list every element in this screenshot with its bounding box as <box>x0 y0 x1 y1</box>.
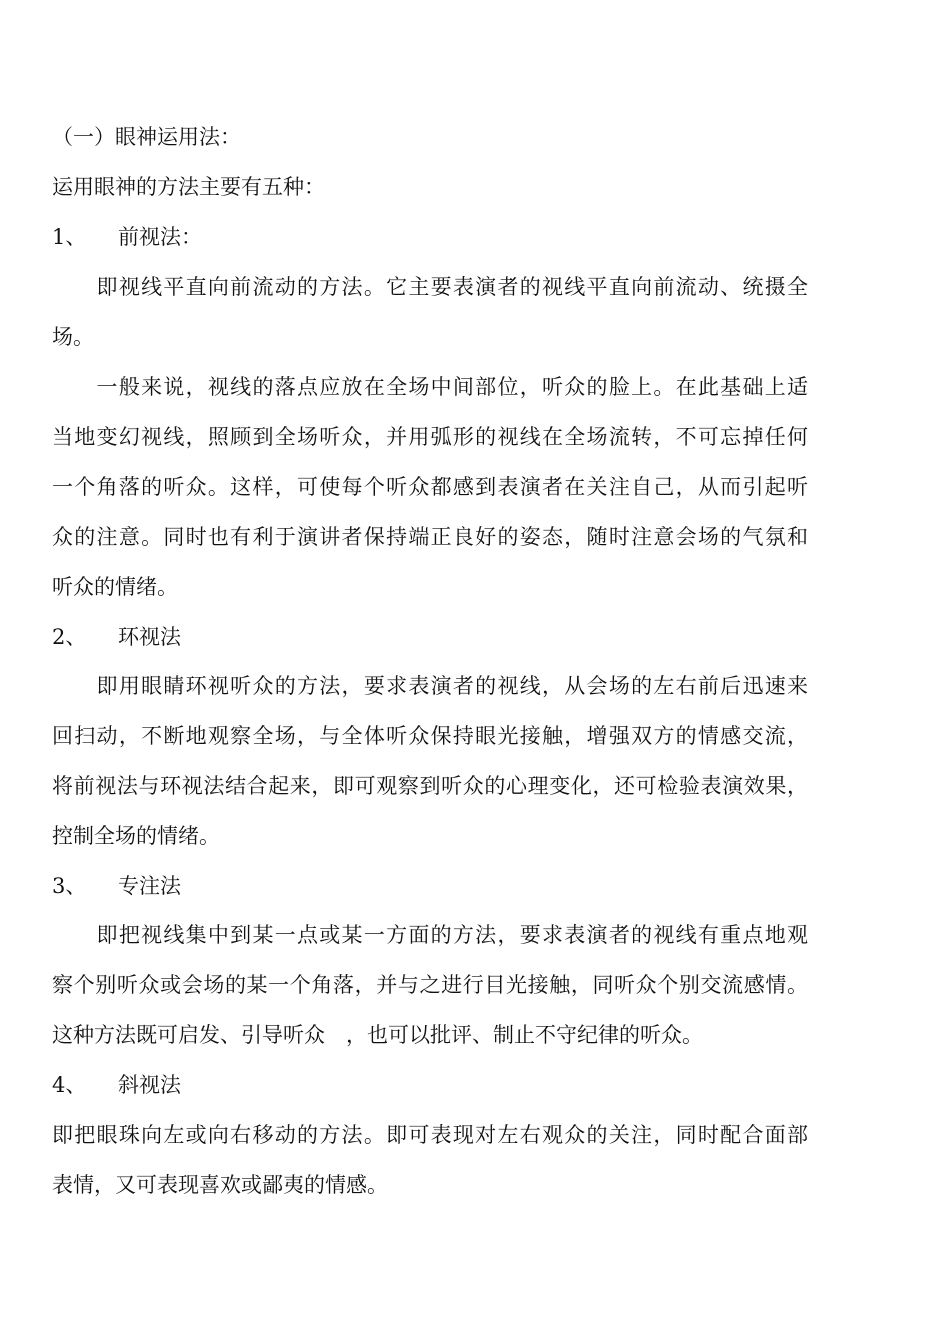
paragraph-line: 即把视线集中到某一点或某一方面的方法，要求表演者的视线有重点地观 <box>52 923 808 947</box>
item-heading <box>52 871 181 901</box>
paragraph-line: 察个别听众或会场的某一个角落，并与之进行目光接触，同听众个别交流感情。 <box>52 973 808 997</box>
item-heading <box>52 222 202 252</box>
item-title: 斜视法 <box>118 1073 181 1097</box>
item-number: 3、 <box>52 874 87 898</box>
paragraph-line: 即用眼睛环视听众的方法，要求表演者的视线，从会场的左右前后迅速来 <box>52 674 808 698</box>
item-number: 4、 <box>52 1073 87 1097</box>
paragraph-line: 回扫动，不断地观察全场，与全体听众保持眼光接触，增强双方的情感交流， <box>52 724 808 748</box>
item-title: 专注法 <box>118 874 181 898</box>
item-number: 1、 <box>52 225 87 249</box>
paragraph-line: 听众的情绪。 <box>52 575 178 599</box>
item-title: 环视法 <box>118 625 181 649</box>
paragraph-line: 一般来说，视线的落点应放在全场中间部位，听众的脸上。在此基础上适 <box>52 375 808 399</box>
item-heading <box>52 622 181 652</box>
paragraph-line: 控制全场的情绪。 <box>52 824 220 848</box>
item-title: 前视法： <box>118 225 202 249</box>
paragraph-line: 场。 <box>52 325 94 349</box>
section-heading: （一）眼神运用法： <box>52 125 241 149</box>
intro-text: 运用眼神的方法主要有五种： <box>52 175 325 199</box>
item-number: 2、 <box>52 625 87 649</box>
paragraph-line: 众的注意。同时也有利于演讲者保持端正良好的姿态，随时注意会场的气氛和 <box>52 525 808 549</box>
paragraph-line: 这种方法既可启发、引导听众 ，也可以批评、制止不守纪律的听众。 <box>52 1023 703 1047</box>
paragraph-line: 即把眼珠向左或向右移动的方法。即可表现对左右观众的关注，同时配合面部 <box>52 1123 808 1147</box>
paragraph-line: 表情，又可表现喜欢或鄙夷的情感。 <box>52 1173 388 1197</box>
item-heading <box>52 1070 181 1100</box>
paragraph-line: 将前视法与环视法结合起来，即可观察到听众的心理变化，还可检验表演效果， <box>52 774 808 798</box>
paragraph-line: 即视线平直向前流动的方法。它主要表演者的视线平直向前流动、统摄全 <box>52 275 808 299</box>
paragraph-line: 一个角落的听众。这样，可使每个听众都感到表演者在关注自己，从而引起听 <box>52 475 808 499</box>
paragraph-line: 当地变幻视线，照顾到全场听众，并用弧形的视线在全场流转，不可忘掉任何 <box>52 425 808 449</box>
